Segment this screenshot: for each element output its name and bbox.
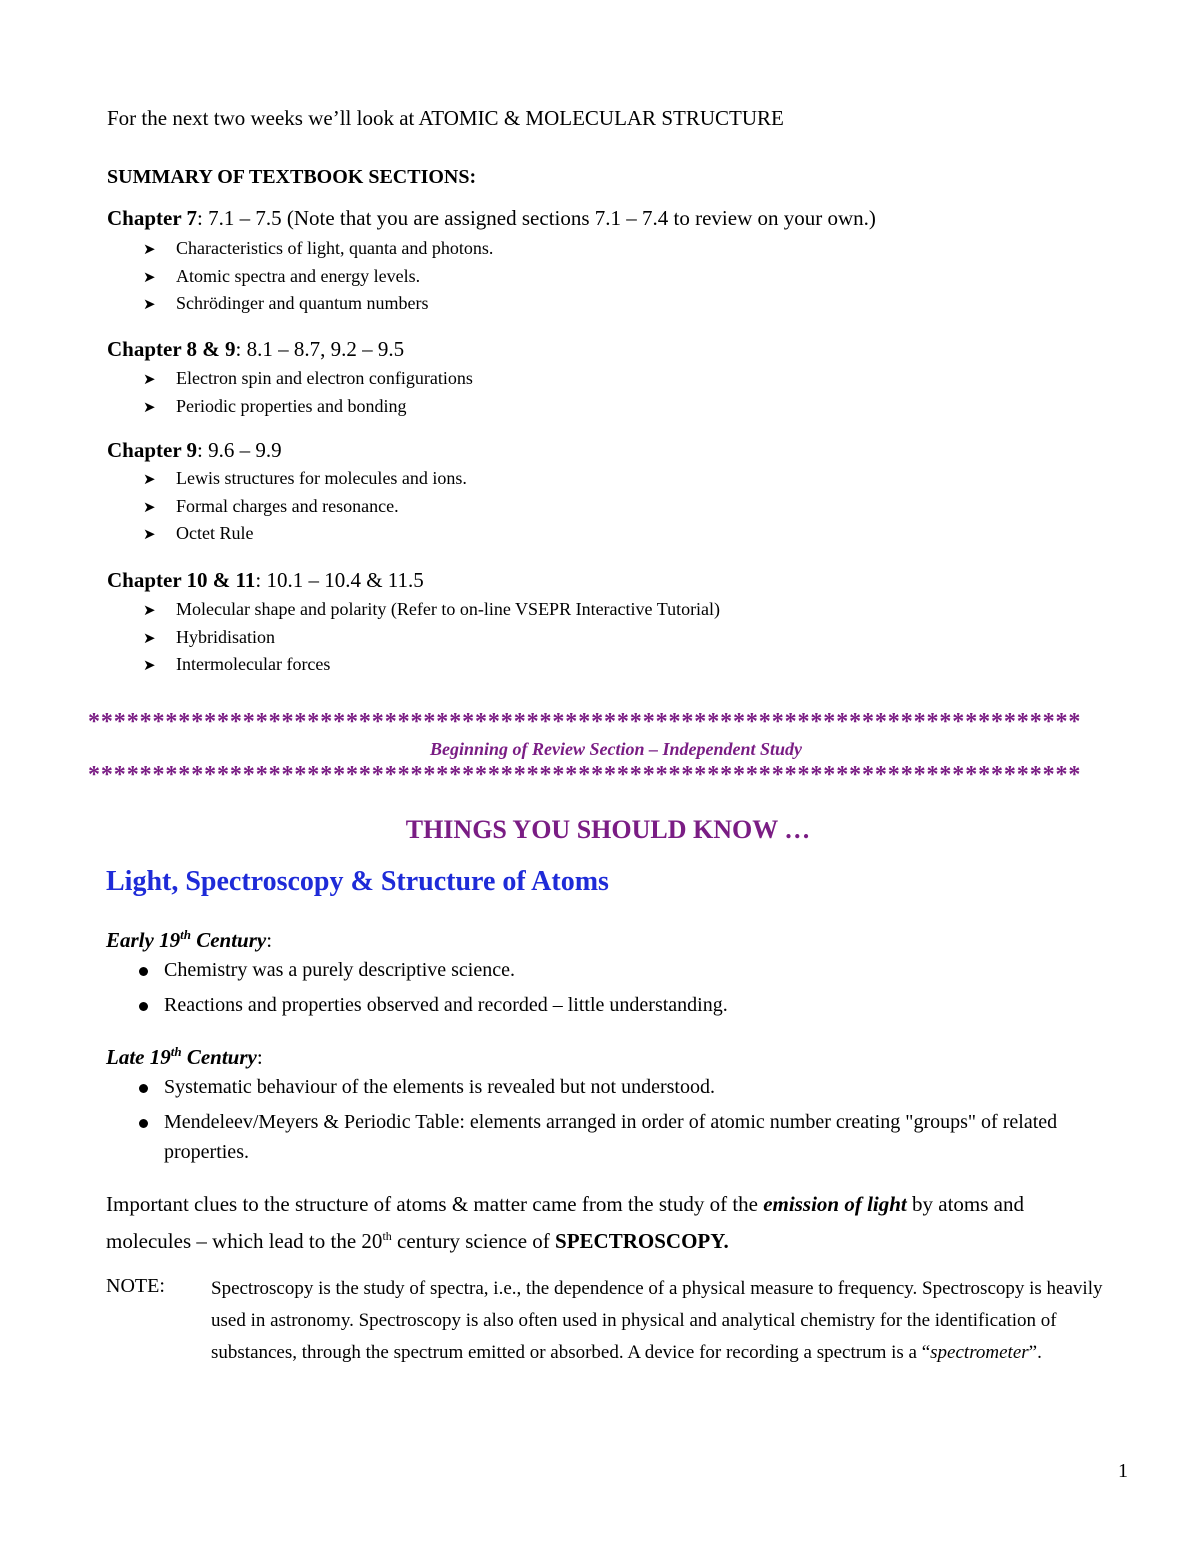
list-item [143,263,493,291]
arrowhead-icon: ➤ [143,397,156,416]
list-item [139,955,728,985]
intro-line: For the next two weeks we’ll look at ATOMIC & MOLECULAR STRUCTURE [107,106,784,130]
list-item [143,393,473,421]
list-item-text: Reactions and properties observed and recorded – little understanding. [164,994,728,1016]
arrowhead-icon: ➤ [143,497,156,516]
note-label: NOTE: [106,1275,165,1297]
chapter-9-line [107,438,282,463]
things-heading: THINGS YOU SHOULD KNOW … [405,815,811,844]
chapter-7-line [107,206,876,231]
late-19th-century-heading: Late 19th Century: [106,1044,263,1069]
list-item [139,1107,1059,1167]
review-section-heading: Beginning of Review Section – Independent Study [429,739,803,759]
early-19th-century-list [139,955,728,1025]
list-item-text: Intermolecular forces [176,654,331,674]
list-item [143,520,467,548]
list-item [143,493,467,521]
list-item [143,235,493,263]
list-item-text: Chemistry was a purely descriptive science. [164,959,515,981]
arrowhead-icon: ➤ [143,470,156,488]
list-item [143,596,720,624]
list-item-text: Lewis structures for molecules and ions. [176,468,467,488]
chapter-sections: : 9.6 – 9.9 [197,438,282,462]
bullet-icon [139,1119,148,1128]
chapter-sections: : 8.1 – 8.7, 9.2 – 9.5 [235,337,405,361]
note-body: Spectroscopy is the study of spectra, i.e., the dependence of a physical measure to frequency. Spectroscopy is heavily used in astronomy. Spectroscopy is also often used in physical and analytical chemistry for the identification of substances, through the spectrum emitted or absorbed. A device for recording a spectrum is a “spectrometer”. [211,1278,1103,1363]
star-divider-bottom: ***************************************************************************** [88,763,1082,787]
list-item-text: Electron spin and electron configurations [176,368,473,388]
chapter-7-topics [143,235,493,318]
list-item-text: Schrödinger and quantum numbers [176,293,429,313]
chapter-label: Chapter 8 & 9 [107,337,236,361]
list-item-text: Characteristics of light, quanta and photons. [176,238,494,258]
page-number: 1 [1118,1460,1128,1482]
list-item-text: Mendeleev/Meyers & Periodic Table: elements arranged in order of atomic number creating "groups" of related properties. [164,1111,1058,1163]
bullet-icon [139,1002,148,1011]
list-item [143,465,467,493]
list-item [143,651,720,679]
arrowhead-icon: ➤ [143,525,156,543]
list-item-text: Atomic spectra and energy levels. [176,265,421,286]
star-divider-top: ***************************************************************************** [88,710,1082,734]
list-item-text: Hybridisation [176,626,275,647]
list-item-text: Octet Rule [176,523,254,543]
chapter-10-11-line [107,568,424,593]
chapter-sections: : 10.1 – 10.4 & 11.5 [255,568,424,592]
chapter-sections: : 7.1 – 7.5 (Note that you are assigned sections 7.1 – 7.4 to review on your own.) [197,206,876,230]
arrowhead-icon: ➤ [143,601,156,619]
early-19th-century-heading: Early 19th Century: [106,927,273,952]
spectroscopy-intro-paragraph: Important clues to the structure of atoms & matter came from the study of the emission of light by atoms and molecules – which lead to the 20th century science of SPECTROSCOPY. [106,1192,1024,1253]
list-item-text: Molecular shape and polarity (Refer to on-line VSEPR Interactive Tutorial) [176,599,721,619]
list-item-text: Formal charges and resonance. [176,495,399,516]
list-item-text: Periodic properties and bonding [176,395,407,416]
arrowhead-icon: ➤ [143,295,156,313]
arrowhead-icon: ➤ [143,370,156,388]
list-item [143,365,473,393]
chapter-label: Chapter 10 & 11 [107,568,256,592]
arrowhead-icon: ➤ [143,656,156,674]
chapter-8-9-line [107,337,404,362]
bullet-icon [139,1084,148,1093]
list-item [139,990,728,1020]
arrowhead-icon: ➤ [143,240,156,258]
late-19th-century-list [139,1072,1059,1172]
list-item-text: Systematic behaviour of the elements is revealed but not understood. [164,1076,715,1098]
section-title: Light, Spectroscopy & Structure of Atoms [106,866,609,897]
list-item [139,1072,1059,1102]
chapter-label: Chapter 9 [107,438,198,462]
summary-heading: SUMMARY OF TEXTBOOK SECTIONS: [107,166,477,188]
list-item [143,290,493,318]
list-item [143,624,720,652]
chapter-8-9-topics [143,365,473,420]
arrowhead-icon: ➤ [143,267,156,286]
arrowhead-icon: ➤ [143,628,156,647]
chapter-label: Chapter 7 [107,206,198,230]
chapter-10-11-topics [143,596,720,679]
bullet-icon [139,967,148,976]
chapter-9-topics [143,465,467,548]
